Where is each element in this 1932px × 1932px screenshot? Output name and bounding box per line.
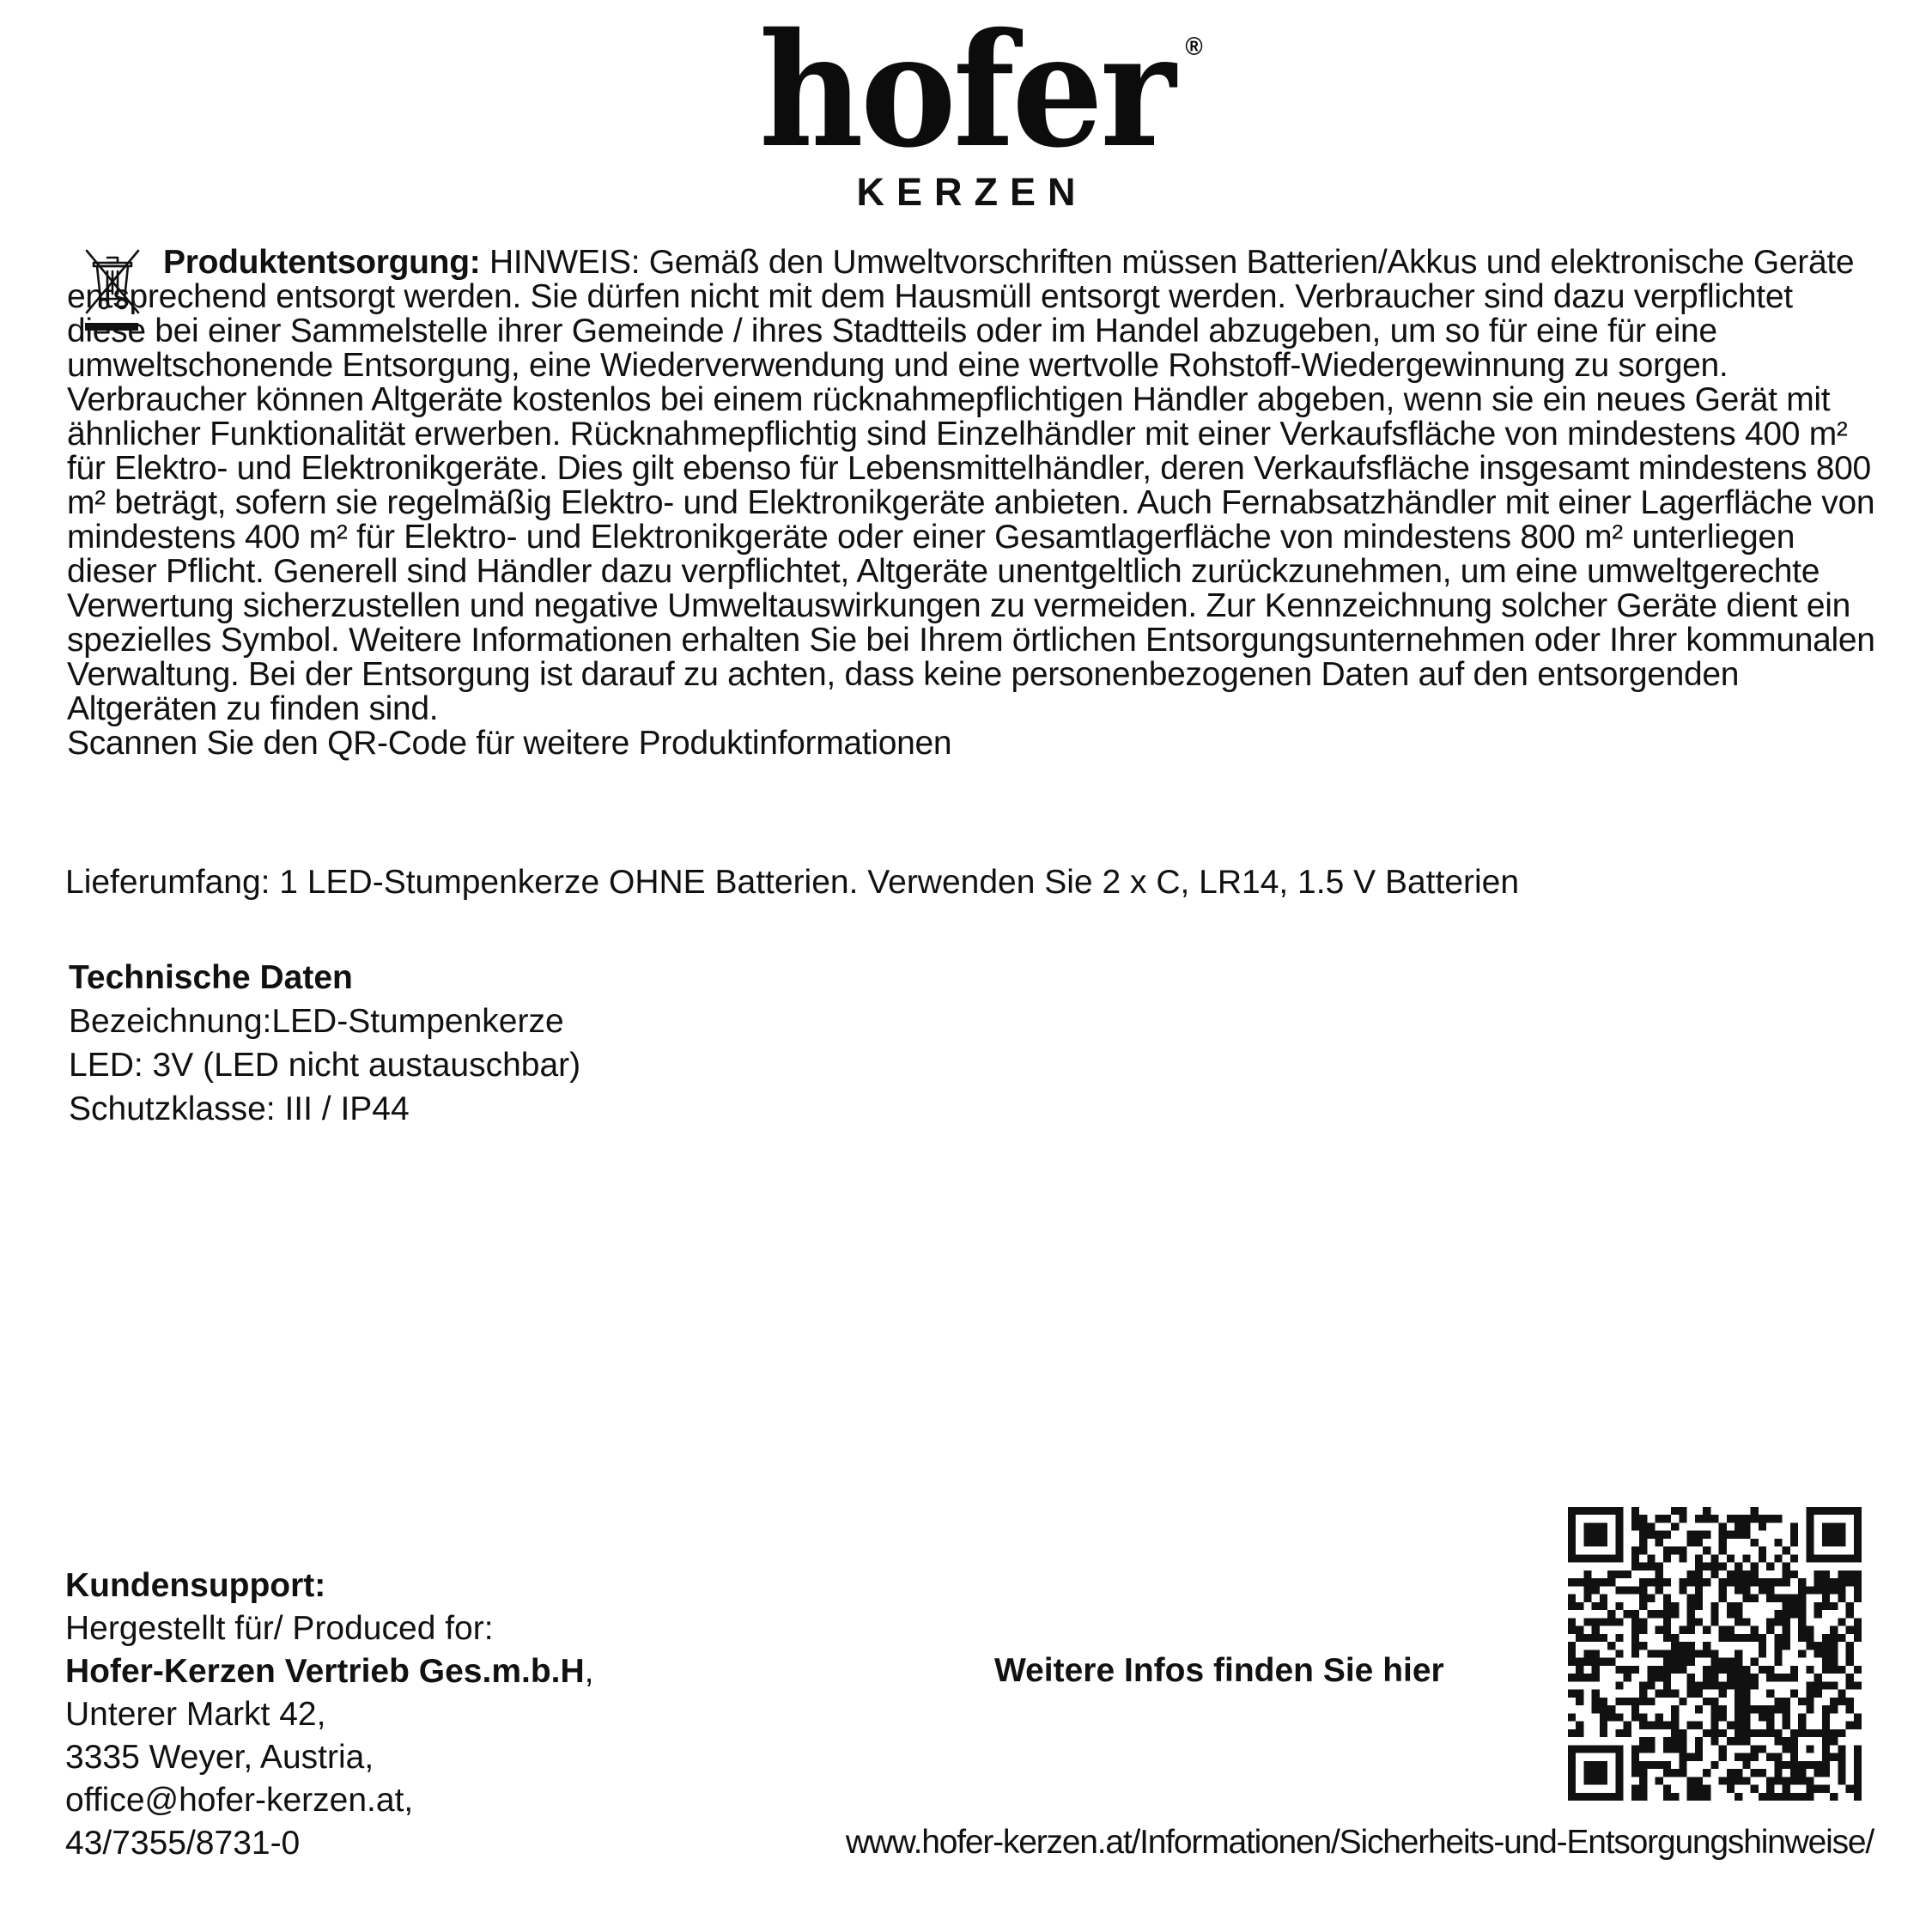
more-info-label: Weitere Infos finden Sie hier — [994, 1652, 1444, 1689]
phone-line: 43/7355/8731-0 — [65, 1825, 301, 1862]
address-line: 3335 Weyer, Austria, — [65, 1739, 374, 1776]
email-line: office@hofer-kerzen.at, — [65, 1782, 414, 1819]
tech-line: LED: 3V (LED nicht austauschbar) — [69, 1047, 581, 1084]
company-suffix: , — [584, 1653, 594, 1690]
support-heading: Kundensupport: — [65, 1567, 326, 1604]
logo-wordmark: hofer ® — [759, 0, 1203, 182]
qr-code-icon[interactable] — [1568, 1507, 1862, 1801]
produced-for: Hergestellt für/ Produced for: — [65, 1610, 494, 1647]
tech-line: Bezeichnung:LED-Stumpenkerze — [69, 1003, 564, 1040]
qr-hint: Scannen Sie den QR-Code für weitere Produktinformationen — [67, 725, 952, 762]
customer-support — [65, 1564, 594, 1865]
disposal-notice — [67, 246, 1879, 761]
logo-subtitle: KERZEN — [856, 170, 1088, 214]
tech-heading: Technische Daten — [69, 959, 353, 996]
address-line: Unterer Markt 42, — [65, 1696, 326, 1733]
disposal-text: HINWEIS: Gemäß den Umweltvorschriften müssen Batterien/Akkus und elektronische Geräte entsprechend entsorgt werden. Sie dürfen nicht mit dem Hausmüll entsorgt werden. Verbraucher sind dazu verpflichtet diese bei einer Sammelstelle ihrer Gemeinde / ihres Stadtteils oder im Handel abzugeben, um so für eine für eine umweltschonende Entsorgung, eine Wiederverwendung und eine wertvolle Rohstoff-Wiedergewinnung zu sorgen. Verbraucher können Altgeräte kostenlos bei einem rücknahmepflichtigen Händler abgeben, wenn sie ein neues Gerät mit ähnlicher Funktionalität erwerben. Rücknahmepflichtig sind Einzelhändler mit einer Verkaufsfläche von mindestens 400 m² für Elektro- und Elektronikgeräte. Dies gilt ebenso für Lebensmittelhändler, deren Verkaufsfläche insgesamt mindestens 800 m² beträgt, sofern sie regelmäßig Elektro- und Elektronikgeräte anbieten. Auch Fernabsatzhändler mit einer Lagerfläche von mindestens 400 m² für Elektro- und Elektronikgeräte oder einer Gesamtlagerfläche von mindestens 800 m² unterliegen dieser Pflicht. Generell sind Händler dazu verpflichtet, Altgeräte unentgeltlich zurückzunehmen, um eine umweltgerechte Verwertung sicherzustellen und negative Umweltauswirkungen zu vermeiden. Zur Kennzeichnung solcher Geräte dient ein spezielles Symbol. Weitere Informationen erhalten Sie bei Ihrem örtlichen Entsorgungsunternehmen oder Ihrer kommunalen Verwaltung. Bei der Entsorgung ist darauf zu achten, dass keine personenbezogenen Daten auf den entsorgenden Altgeräten zu finden sind. — [67, 244, 1875, 727]
company-line — [65, 1650, 594, 1693]
brand-logo — [0, 0, 1932, 215]
disposal-paragraph — [67, 246, 1879, 726]
disposal-heading: Produktentsorgung: — [163, 244, 481, 281]
technical-data — [69, 956, 580, 1131]
tech-line: Schutzklasse: III / IP44 — [69, 1091, 410, 1127]
info-url-link[interactable]: www.hofer-kerzen.at/Informationen/Sicherheits-und-Entsorgungshinweise/ — [845, 1824, 1874, 1861]
delivery-scope: Lieferumfang: 1 LED-Stumpenkerze OHNE Batterien. Verwenden Sie 2 x C, LR14, 1.5 V Batterien — [65, 864, 1520, 901]
company-name: Hofer-Kerzen Vertrieb Ges.m.b.H — [65, 1653, 585, 1690]
registered-mark: ® — [1185, 33, 1203, 61]
